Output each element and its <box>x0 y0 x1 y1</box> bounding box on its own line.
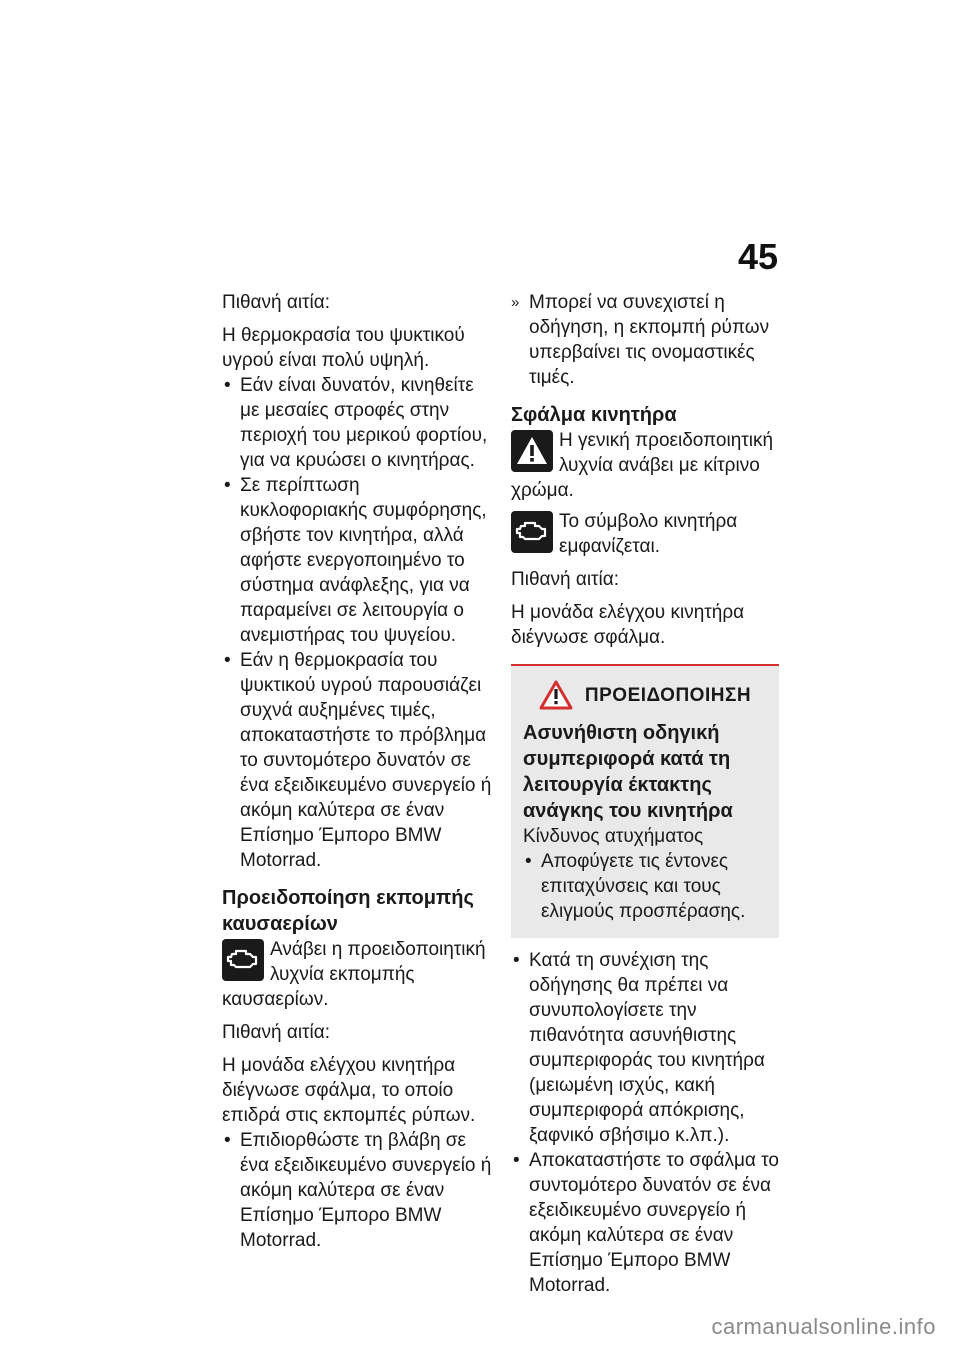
list-item: • Αποκαταστήστε το σφάλμα το συντομότερο δυνατόν σε ένα εξειδικευμένο συνεργείο ή ακόμη καλύτερα σε έναν Επίσημο Έμπορο BMW Motorrad. <box>511 1148 779 1298</box>
section-heading-emission: Προειδοποίηση εκπομπής καυσαερίων <box>222 887 474 935</box>
engine-symbol-row <box>511 509 779 559</box>
emission-warning-row <box>222 937 492 1012</box>
cause-label: Πιθανή αιτία: <box>222 292 331 313</box>
result-text: » Μπορεί να συνεχιστεί η οδήγηση, η εκπομπή ρύπων υπερβαίνει τις ονομαστικές τιμές. <box>511 290 779 390</box>
engine-symbol-text: Το σύμβολο κινητήρα εμφανίζεται. <box>559 511 738 557</box>
section-heading-engine: Σφάλμα κινητήρα <box>511 404 677 426</box>
list-item: • Επιδιορθώστε τη βλάβη σε ένα εξειδικευμένο συνεργείο ή ακόμη καλύτερα σε έναν Επίσημο Έμπορο BMW Motorrad. <box>222 1128 492 1253</box>
right-column <box>511 290 779 1298</box>
page-number: 45 <box>737 236 778 277</box>
cause-text: Η θερμοκρασία του ψυκτικού υγρού είναι πολύ υψηλή. <box>222 325 465 371</box>
watermark: carmanualsonline.info <box>711 1314 936 1339</box>
list-item: • Εάν είναι δυνατόν, κινηθείτε με μεσαίες στροφές στην περιοχή του μερικού φορτίου, για να κρυώσει ο κινητήρας. <box>222 373 492 473</box>
left-column <box>222 290 492 1253</box>
warning-title: ΠΡΟΕΙΔΟΠΟΙΗΣΗ <box>584 684 752 706</box>
engine-check-icon <box>222 939 264 981</box>
warning-risk: Κίνδυνος ατυχήματος <box>523 826 704 847</box>
cause-text: Η μονάδα ελέγχου κινητήρα διέγνωσε σφάλμα. <box>511 602 745 648</box>
cause-label: Πιθανή αιτία: <box>222 1022 331 1043</box>
warning-header <box>523 680 767 710</box>
warning-box <box>511 664 779 938</box>
emission-text: Ανάβει η προειδοποιητική λυχνία εκπομπής καυσαερίων. <box>222 939 486 1010</box>
warning-triangle-icon <box>511 430 553 472</box>
warning-triangle-icon <box>539 680 573 710</box>
list-item: • Σε περίπτωση κυκλοφοριακής συμφόρησης, σβήστε τον κινητήρα, αλλά αφήστε ενεργοποιημένο το σύστημα ανάφλεξης, για να παραμείνει σε λειτουργία ο ανεμιστήρας του ψυγείου. <box>222 473 492 648</box>
engine-warning-text: Η γενική προειδοποιητική λυχνία ανάβει με κίτρινο χρώμα. <box>511 430 774 501</box>
cause-label: Πιθανή αιτία: <box>511 569 620 590</box>
list-item: • Κατά τη συνέχιση της οδήγησης θα πρέπει να συνυπολογίσετε την πιθανότητα ασυνήθιστης συμπεριφοράς του κινητήρα (μειωμένη ισχύς, κακή συμπεριφορά απόκρισης, ξαφνικό σβήσιμο κ.λπ.). <box>511 948 779 1148</box>
engine-symbol-icon <box>511 511 553 553</box>
general-warning-row <box>511 428 779 503</box>
list-item: • Αποφύγετε τις έντονες επιταχύνσεις και τους ελιγμούς προσπέρασης. <box>523 849 767 924</box>
cause-text: Η μονάδα ελέγχου κινητήρα διέγνωσε σφάλμα, το οποίο επιδρά στις εκπομπές ρύπων. <box>222 1055 476 1126</box>
list-item: • Εάν η θερμοκρασία του ψυκτικού υγρού παρουσιάζει συχνά αυξημένες τιμές, αποκαταστήστε το πρόβλημα το συντομότερο δυνατόν σε ένα εξειδικευμένο συνεργείο ή ακόμη καλύτερα σε έναν Επίσημο Έμπορο BMW Motorrad. <box>222 648 492 873</box>
warning-subtitle: Ασυνήθιστη οδηγική συμπεριφορά κατά τη λειτουργία έκτακτης ανάγκης του κινητήρα <box>523 722 733 822</box>
